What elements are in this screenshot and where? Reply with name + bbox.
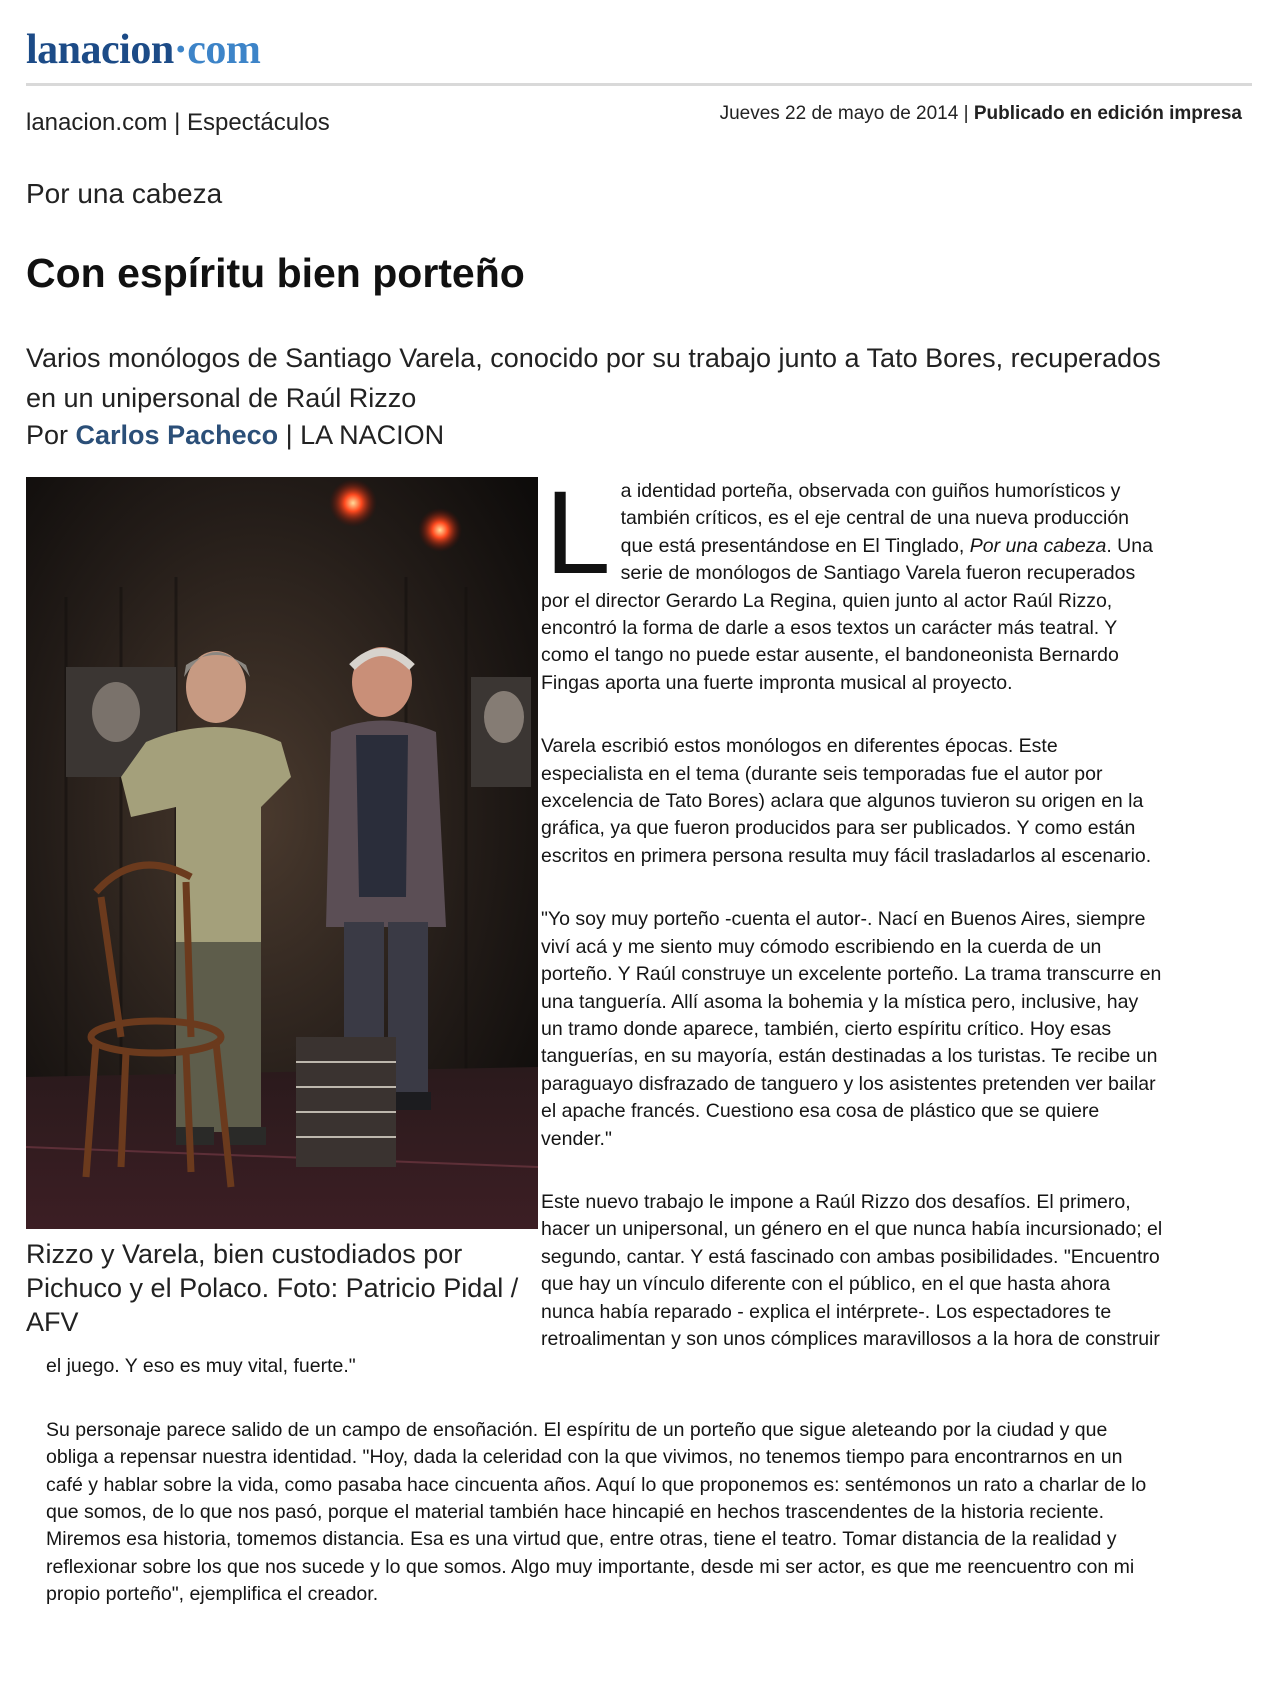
byline-suffix: | LA NACION (278, 420, 445, 450)
author-link[interactable]: Carlos Pacheco (75, 420, 279, 450)
byline-prefix: Por (26, 420, 76, 450)
article-byline (26, 420, 444, 451)
publication-dateline (720, 103, 1242, 125)
paragraph-1-part-b: . Una serie de monólogos de Santiago Varela fueron recuperados por el director Gerardo La Regina, quien junto al actor Raúl Rizzo, encontró la forma de darle a esos textos un carácter más teatral. Y como el tango no puede estar ausente, el bandoneonista Bernardo Fingas aporta una fuerte impronta musical al proyecto. (541, 534, 1153, 694)
article-body (46, 467, 1164, 1609)
logo-main-text: lanacion (26, 27, 174, 73)
paragraph-2: Varela escribió estos monólogos en diferentes épocas. Este especialista en el tema (durante seis temporadas fue el autor por excelencia de Tato Bores) aclara que algunos tuvieron su origen en la gráfica, ya que fueron producidos para ser publicados. Y como están escritos en primera persona resulta muy fácil trasladarlos al escenario. (541, 735, 1152, 867)
dateline-separator: | (958, 103, 974, 124)
photo-float-spacer (26, 478, 541, 1336)
dropcap-letter: L (545, 467, 611, 599)
paragraph-4: Este nuevo trabajo le impone a Raúl Rizzo dos desafíos. El primero, hacer un unipersonal, un género en el que nunca había incursionado; el segundo, cantar. Y está fascinado con ambas posibilidades. "Encuentro que hay un vínculo diferente con el público, en el que hasta ahora nunca había reparado - explica el intérprete-. Los espectadores te retroalimentan y son unos cómplices maravillosos a la hora de construir el juego. Y eso es muy vital, fuerte." (46, 1190, 1163, 1378)
paragraph-5: Su personaje parece salido de un campo de ensoñación. El espíritu de un porteño que sigue aleteando por la ciudad y que obliga a repensar nuestra identidad. "Hoy, dada la celeridad con la que vivimos, no tenemos tiempo para encontrarnos en un café y hablar sobre la vida, como pasaba hace cincuenta años. Aquí lo que proponemos es: sentémonos un rato a charlar de lo que somos, de lo que nos pasó, porque el material también hace hincapié en hechos trascendentes de la historia reciente. Miremos esa historia, tomemos distancia. Esa es una virtud que, entre otras, tiene el teatro. Tomar distancia de la realidad y reflexionar sobre los que nos sucede y lo que somos. Algo muy importante, desde mi ser actor, es que me reencuentro con mi propio porteño", ejemplifica el creador. (46, 1418, 1147, 1606)
paragraph-1-part-a: a identidad porteña, observada con guiños humorísticos y también críticos, es el eje central de una nueva producción que está presentándose en El Tinglado, (620, 480, 1130, 557)
header-divider (26, 83, 1252, 86)
article-subtitle: Varios monólogos de Santiago Varela, conocido por su trabajo junto a Tato Bores, recuperados en un unipersonal de Raúl Rizzo (26, 343, 1161, 413)
publication-date: Jueves 22 de mayo de 2014 (719, 103, 959, 124)
logo-suffix-text: ·com (173, 27, 261, 73)
play-title-italic: Por una cabeza (969, 534, 1107, 557)
site-logo[interactable] (26, 26, 260, 74)
paragraph-3: "Yo soy muy porteño -cuenta el autor-. Nací en Buenos Aires, siempre viví acá y me siento muy cómodo escribiendo en la cuerda de un porteño. Y Raúl construye un excelente porteño. La trama transcurre en una tanguería. Allí asoma la bohemia y la mística pero, inclusive, hay un tramo donde aparece, también, cierto espíritu crítico. Hoy esas tanguerías, en su mayoría, están destinadas a los turistas. Te recibe un paraguayo disfrazado de tanguero y los asistentes pretenden ver bailar el apache francés. Cuestiono esa cosa de plástico que se quiere vender." (541, 908, 1162, 1150)
photo-caption: Rizzo y Varela, bien custodiados por Pichuco y el Polaco. Foto: Patricio Pidal / AFV (26, 1239, 519, 1337)
article-kicker: Por una cabeza (26, 178, 223, 209)
edition-label: Publicado en edición impresa (973, 103, 1242, 124)
article-title: Con espíritu bien porteño (26, 250, 525, 296)
section-breadcrumb[interactable]: lanacion.com | Espectáculos (26, 109, 330, 136)
